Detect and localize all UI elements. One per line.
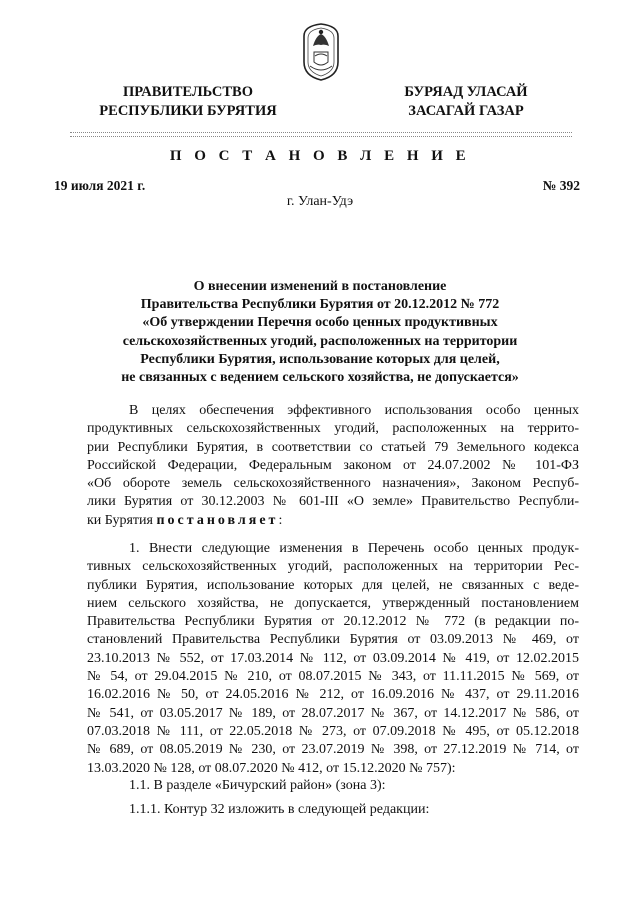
left-org-line2: РЕСПУБЛИКИ БУРЯТИЯ bbox=[99, 103, 277, 119]
item-1-1-1: 1.1.1. Контур 32 изложить в следующей редакции: bbox=[129, 802, 430, 817]
document-number: № 392 bbox=[542, 178, 580, 193]
title-line: Правительства Республики Бурятия от 20.12.2012 № 772 bbox=[140, 297, 500, 313]
government-name-russian bbox=[78, 83, 298, 121]
item1-line: Правительства Республики Бурятия от 20.12.2012 № 772 (в редакции по- bbox=[87, 614, 579, 630]
title-line: сельскохозяйственных угодий, расположенных на территории bbox=[122, 333, 518, 349]
item1-line: № 689, от 08.05.2019 № 230, от 23.07.2019 № 398, от 27.12.2019 № 714, от bbox=[87, 742, 579, 758]
title-line: не связанных с ведением сельского хозяйства, не допускается» bbox=[121, 370, 519, 386]
item1-line: 07.03.2018 № 111, от 22.05.2018 № 273, от 07.09.2018 № 495, от 05.12.2018 bbox=[87, 723, 579, 739]
item1-line: нием сельского хозяйства, не допускается, утвержденный постановлением bbox=[87, 595, 579, 611]
preamble-last-line bbox=[87, 512, 579, 530]
item1-line: 13.03.2020 № 128, от 08.07.2020 № 412, от 15.12.2020 № 757): bbox=[87, 760, 456, 776]
republic-emblem-icon bbox=[298, 22, 344, 82]
preamble-line: В целях обеспечения эффективного использования особо ценных bbox=[129, 403, 579, 418]
title-line: О внесении изменений в постановление bbox=[193, 279, 447, 294]
item-1-paragraph bbox=[87, 540, 579, 778]
preamble-line: лики Бурятия от 30.12.2003 № 601-III «О земле» Правительство Республи- bbox=[87, 494, 579, 510]
left-org-line1: ПРАВИТЕЛЬСТВО bbox=[123, 84, 253, 100]
item1-line: № 54, от 29.04.2015 № 210, от 08.07.2015 № 343, от 11.11.2015 № 569, от bbox=[87, 669, 579, 685]
preamble-colon: : bbox=[278, 512, 283, 528]
preamble-paragraph bbox=[87, 402, 579, 530]
right-org-line2: ЗАСАГАЙ ГАЗАР bbox=[408, 103, 524, 119]
item-1-1: 1.1. В разделе «Бичурский район» (зона 3): bbox=[129, 778, 386, 793]
preamble-line: «Об обороте земель сельскохозяйственного назначения», Законом Респуб- bbox=[87, 476, 579, 492]
decree-word: постановляет bbox=[156, 512, 279, 528]
title-line: Республики Бурятия, использование которых для целей, bbox=[140, 351, 500, 367]
document-date: 19 июля 2021 г. bbox=[54, 178, 146, 193]
preamble-line: рии Республики Бурятия, в соответствии со статьей 79 Земельного кодекса bbox=[87, 439, 579, 455]
preamble-line: Российской Федерации, Федеральным законом от 24.07.2002 № 101-ФЗ bbox=[87, 457, 579, 473]
item1-line: 1. Внести следующие изменения в Перечень особо ценных продук- bbox=[129, 541, 579, 556]
item1-line: становлений Правительства Республики Бурятия от 03.09.2013 № 469, от bbox=[87, 632, 579, 648]
item1-line: тивных сельскохозяйственных угодий, расположенных на территории Рес- bbox=[87, 559, 579, 575]
right-org-line1: БУРЯАД УЛАСАЙ bbox=[404, 84, 528, 100]
item1-line: публики Бурятия, использование которых для целей, не связанных с веде- bbox=[87, 577, 579, 593]
header-divider bbox=[70, 132, 572, 137]
government-name-buryat bbox=[356, 83, 576, 121]
document-title bbox=[70, 278, 570, 387]
item1-line: № 541, от 03.05.2017 № 189, от 28.07.2017 № 367, от 14.12.2017 № 586, от bbox=[87, 705, 579, 721]
title-line: «Об утверждении Перечня особо ценных продуктивных bbox=[142, 315, 498, 331]
preamble-line: продуктивных сельскохозяйственных угодий, расположенных на террито- bbox=[87, 421, 579, 437]
document-type-heading: П О С Т А Н О В Л Е Н И Е bbox=[169, 148, 471, 164]
document-city: г. Улан-Удэ bbox=[286, 194, 354, 209]
item1-line: 16.02.2016 № 50, от 24.05.2016 № 212, от 16.09.2016 № 437, от 29.11.2016 bbox=[87, 687, 579, 703]
preamble-last-text: ки Бурятия bbox=[87, 512, 153, 528]
item1-line: 23.10.2013 № 552, от 17.03.2014 № 112, от 03.09.2014 № 419, от 12.02.2015 bbox=[87, 650, 579, 666]
